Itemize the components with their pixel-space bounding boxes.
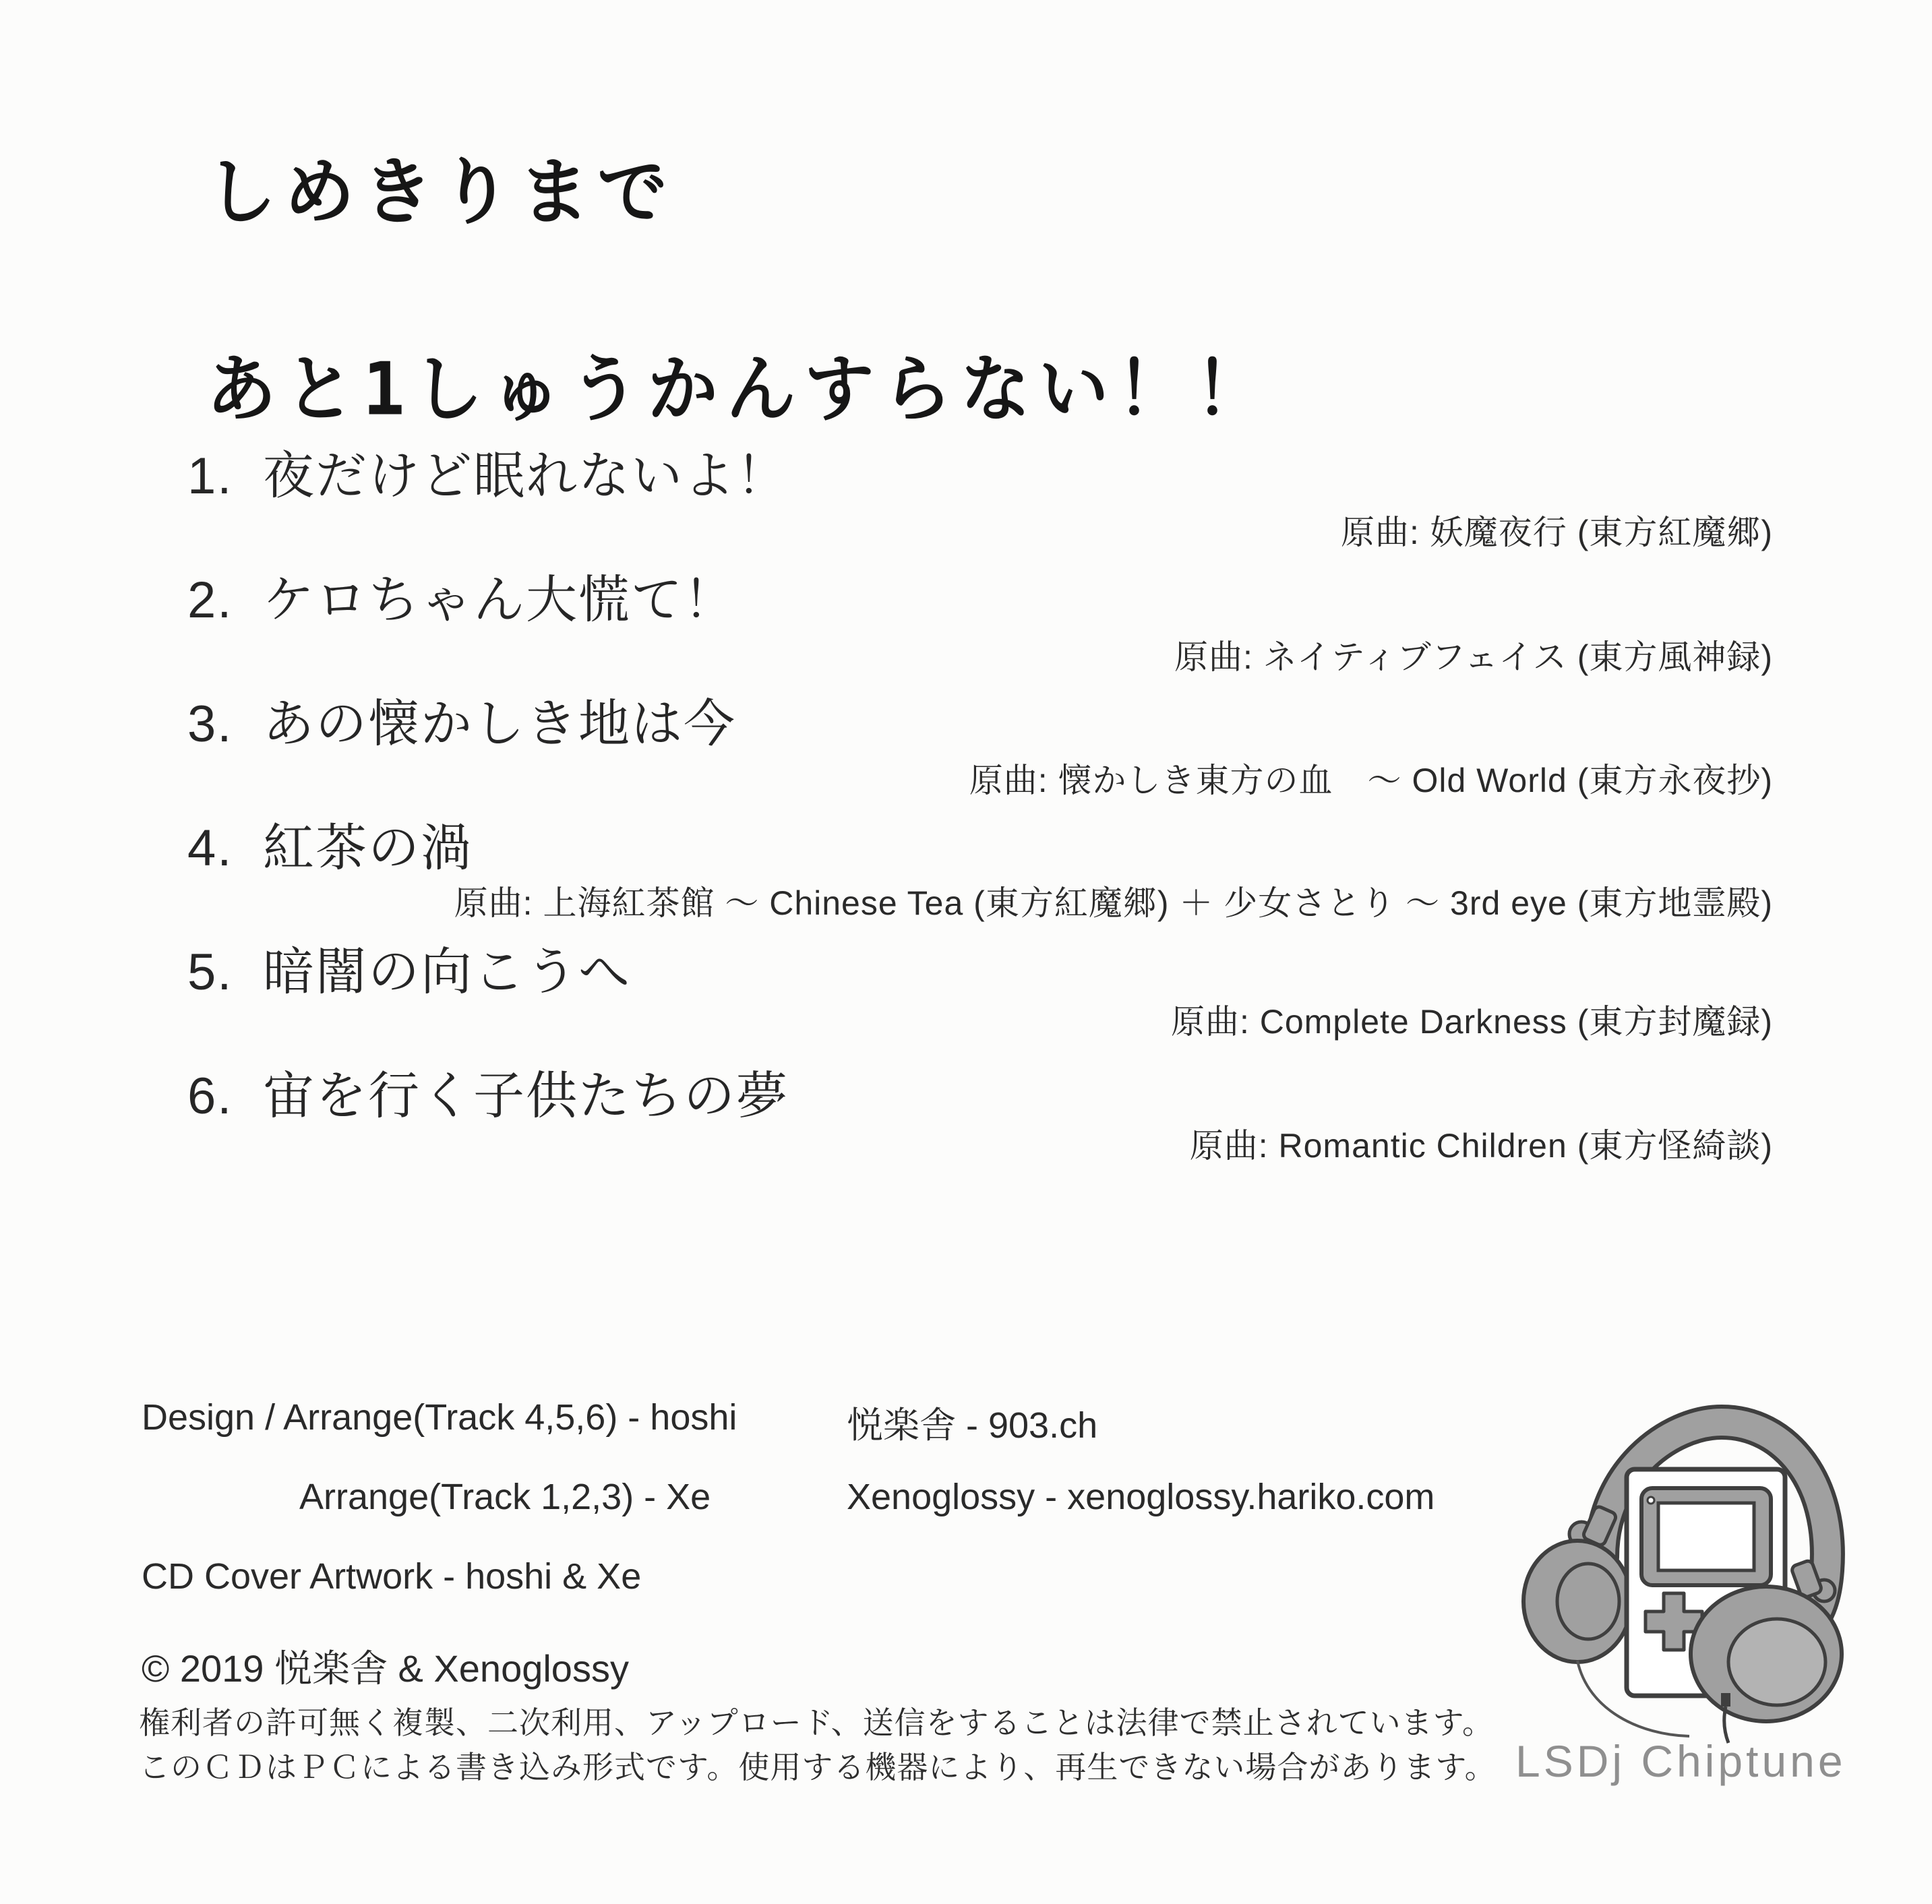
legal-line-1: 権利者の許可無く複製、二次利用、アップロード、送信をすることは法律で禁止されています。 [139, 1705, 1494, 1740]
track-title: あの懐かしき地は今 [263, 696, 736, 753]
track-row-5 [187, 931, 631, 1004]
credit-circle-etsurakusha: 悦楽舎 - 903.ch [847, 1405, 1098, 1446]
track-number: 3. [187, 696, 233, 753]
credit-design-arrange: Design / Arrange(Track 4,5,6) - hoshi [142, 1397, 737, 1438]
track-row-3 [187, 683, 736, 756]
credit-arrange: Arrange(Track 1,2,3) - Xe [299, 1477, 711, 1517]
track-title: 紅茶の渦 [263, 820, 473, 877]
track-credit-1: 原曲: 妖魔夜行 (東方紅魔郷) [1341, 514, 1773, 551]
track-number: 6. [187, 1068, 233, 1125]
track-number: 2. [187, 572, 233, 629]
track-row-1 [187, 435, 789, 508]
track-title: 宙を行く子供たちの夢 [263, 1068, 789, 1125]
album-title [206, 143, 1273, 438]
track-credit-5: 原曲: Complete Darkness (東方封魔録) [1170, 1003, 1773, 1041]
track-title: 暗闇の向こうへ [263, 944, 631, 1001]
track-number: 5. [187, 944, 233, 1001]
track-title: ケロちゃん大慌て！ [263, 572, 736, 629]
track-row-6 [187, 1055, 789, 1128]
lsdj-chiptune-label: LSDj Chiptune [1515, 1736, 1846, 1786]
track-number: 1. [187, 448, 233, 505]
track-row-4 [187, 807, 473, 880]
track-credit-6: 原曲: Romantic Children (東方怪綺談) [1189, 1127, 1773, 1165]
track-title: 夜だけど眠れないよ！ [263, 448, 789, 505]
copyright-line: © 2019 悦楽舎 & Xenoglossy [142, 1647, 629, 1690]
track-credit-4: 原曲: 上海紅茶館 ～ Chinese Tea (東方紅魔郷) ＋ 少女さとり ～ 3rd eye (東方地霊殿) [454, 884, 1773, 922]
album-title-line1: しめきりまで [206, 149, 676, 235]
credit-cover-artwork: CD Cover Artwork - hoshi & Xe [142, 1556, 642, 1597]
credit-circle-xenoglossy: Xenoglossy - xenoglossy.hariko.com [847, 1477, 1435, 1517]
album-title-line2: あと1しゅうかんすらない！！ [206, 346, 1273, 432]
track-number: 4. [187, 820, 233, 877]
legal-line-2: このＣＤはＰＣによる書き込み形式です。使用する機器により、再生できない場合があります。 [139, 1750, 1497, 1785]
gameboy-headphones-illustration [1502, 1394, 1879, 1744]
track-credit-2: 原曲: ネイティブフェイス (東方風神録) [1174, 638, 1773, 676]
track-credit-3: 原曲: 懐かしき東方の血 ～ Old World (東方永夜抄) [969, 762, 1773, 799]
track-row-2 [187, 559, 736, 632]
